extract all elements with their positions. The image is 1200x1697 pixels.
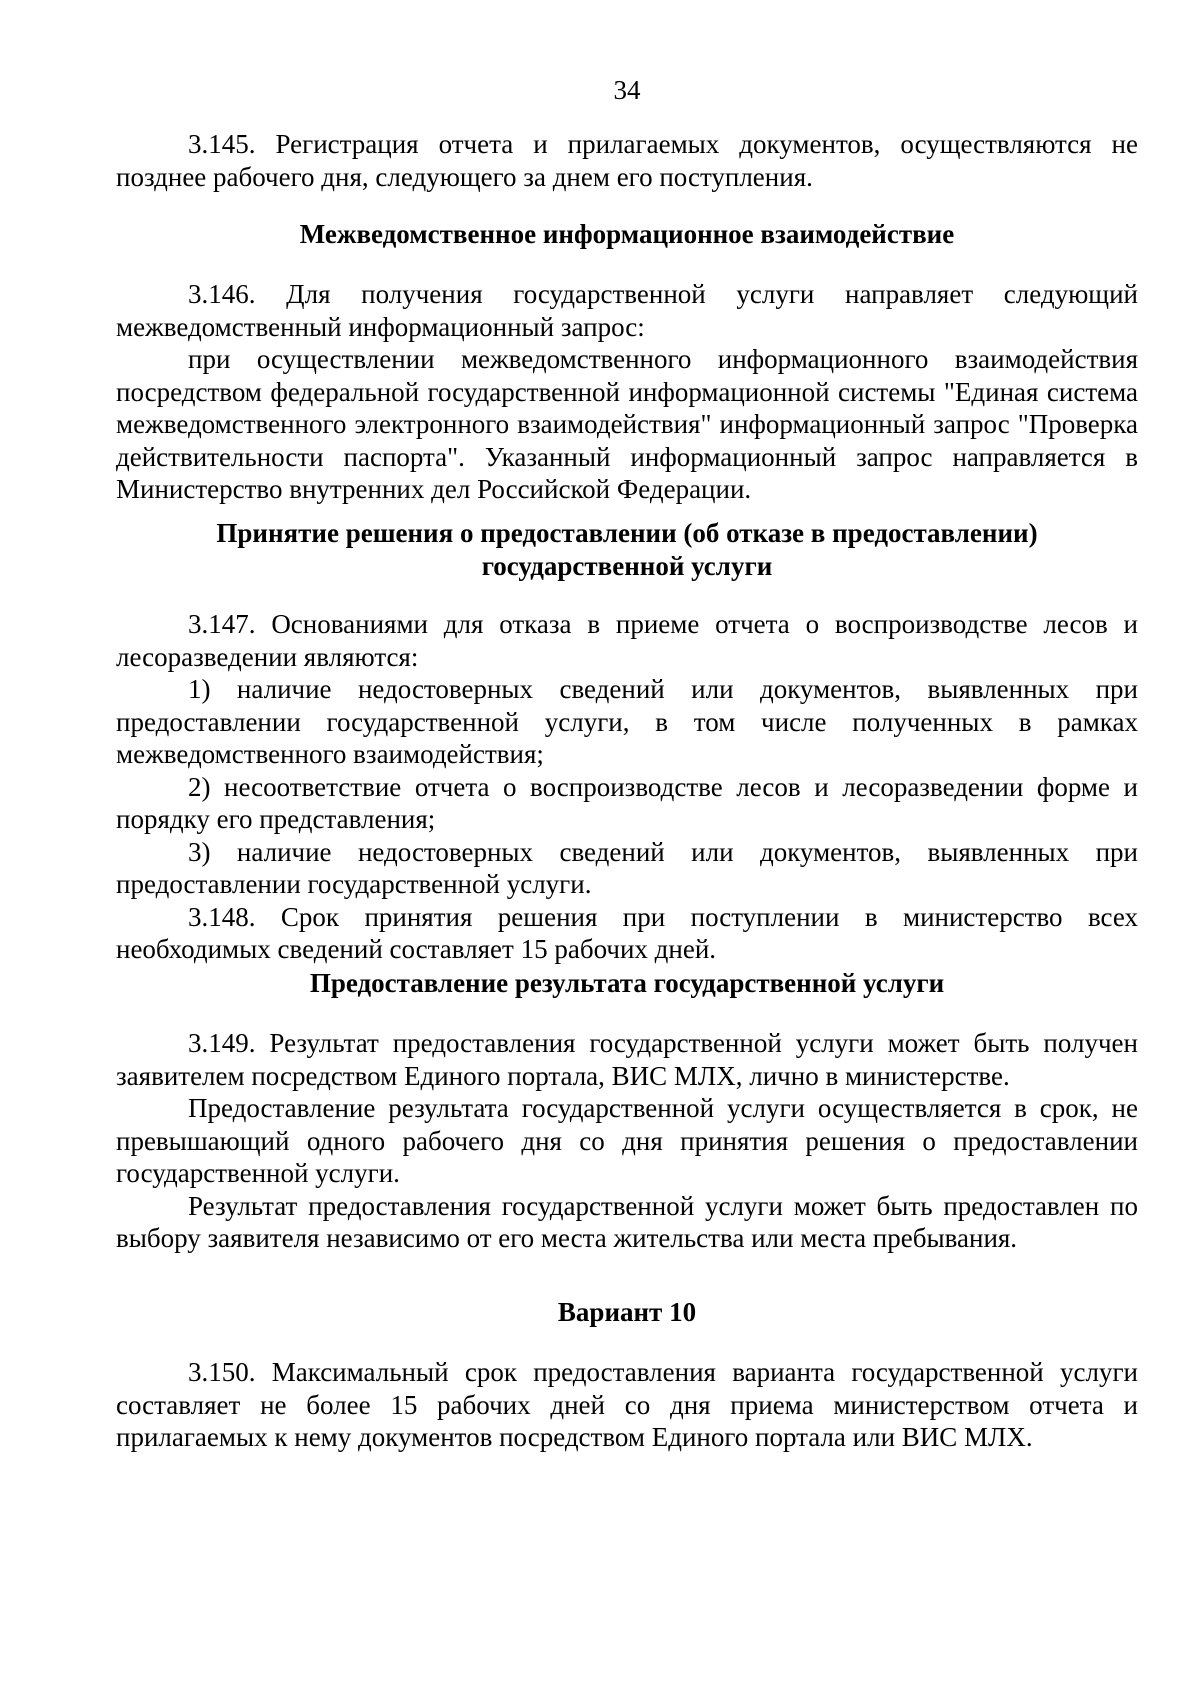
- section-3-145: [116, 128, 1138, 193]
- paragraph: 3.149. Результат предоставления государственной услуги может быть получен заявителем посредством Единого портала, ВИС МЛХ, лично в министерстве.: [116, 1028, 1138, 1091]
- paragraph: 3.148. Срок принятия решения при поступлении в министерство всех необходимых сведений составляет 15 рабочих дней.: [116, 901, 1138, 964]
- list-item: 1) наличие недостоверных сведений или документов, выявленных при предоставлении государственной услуги, в том числе полученных в рамках межведомственного взаимодействия;: [116, 674, 1138, 769]
- section-heading-line: Принятие решения о предоставлении (об отказе в предоставлении): [216, 518, 1038, 548]
- heading-interagency-interaction: [116, 218, 1138, 251]
- section-3-149: [116, 1027, 1138, 1255]
- section-heading: Межведомственное информационное взаимодействие: [299, 219, 955, 249]
- paragraph: при осуществлении межведомственного информационного взаимодействия посредством федеральной государственной информационной системы "Единая система межведомственного электронного взаимодействия" информационный запрос "Проверка действительности паспорта". Указанный информационный запрос направляется в Министерство внутренних дел Российской Федерации.: [116, 344, 1138, 504]
- heading-decision: [116, 517, 1138, 582]
- paragraph: 3.146. Для получения государственной услуги направляет следующий межведомственный информационный запрос:: [116, 279, 1138, 342]
- section-heading-line: государственной услуги: [481, 550, 773, 581]
- section-3-147: [116, 608, 1138, 966]
- section-3-150: [116, 1356, 1138, 1454]
- paragraph: 3.145. Регистрация отчета и прилагаемых документов, осуществляются не позднее рабочего дня, следующего за днем его поступления.: [116, 129, 1138, 192]
- list-item: 3) наличие недостоверных сведений или документов, выявленных при предоставлении государственной услуги.: [116, 836, 1138, 899]
- paragraph: Предоставление результата государственной услуги осуществляется в срок, не превышающий одного рабочего дня со дня принятия решения о предоставлении государственной услуги.: [116, 1093, 1138, 1188]
- heading-variant-10: [116, 1296, 1138, 1329]
- heading-result: [116, 967, 1138, 1000]
- section-heading: Предоставление результата государственной услуги: [309, 968, 945, 998]
- section-3-146: [116, 278, 1138, 506]
- list-item: 2) несоответствие отчета о воспроизводстве лесов и лесоразведении форме и порядку его представления;: [116, 771, 1138, 834]
- paragraph: 3.150. Максимальный срок предоставления варианта государственной услуги составляет не более 15 рабочих дней со дня приема министерством отчета и прилагаемых к нему документов посредством Единого портала или ВИС МЛХ.: [116, 1357, 1138, 1452]
- page-number: 34: [613, 75, 641, 105]
- paragraph: Результат предоставления государственной услуги может быть предоставлен по выбору заявителя независимо от его места жительства или места пребывания.: [116, 1190, 1138, 1253]
- paragraph: 3.147. Основаниями для отказа в приеме отчета о воспроизводстве лесов и лесоразведении являются:: [116, 609, 1138, 672]
- section-heading: Вариант 10: [557, 1297, 697, 1327]
